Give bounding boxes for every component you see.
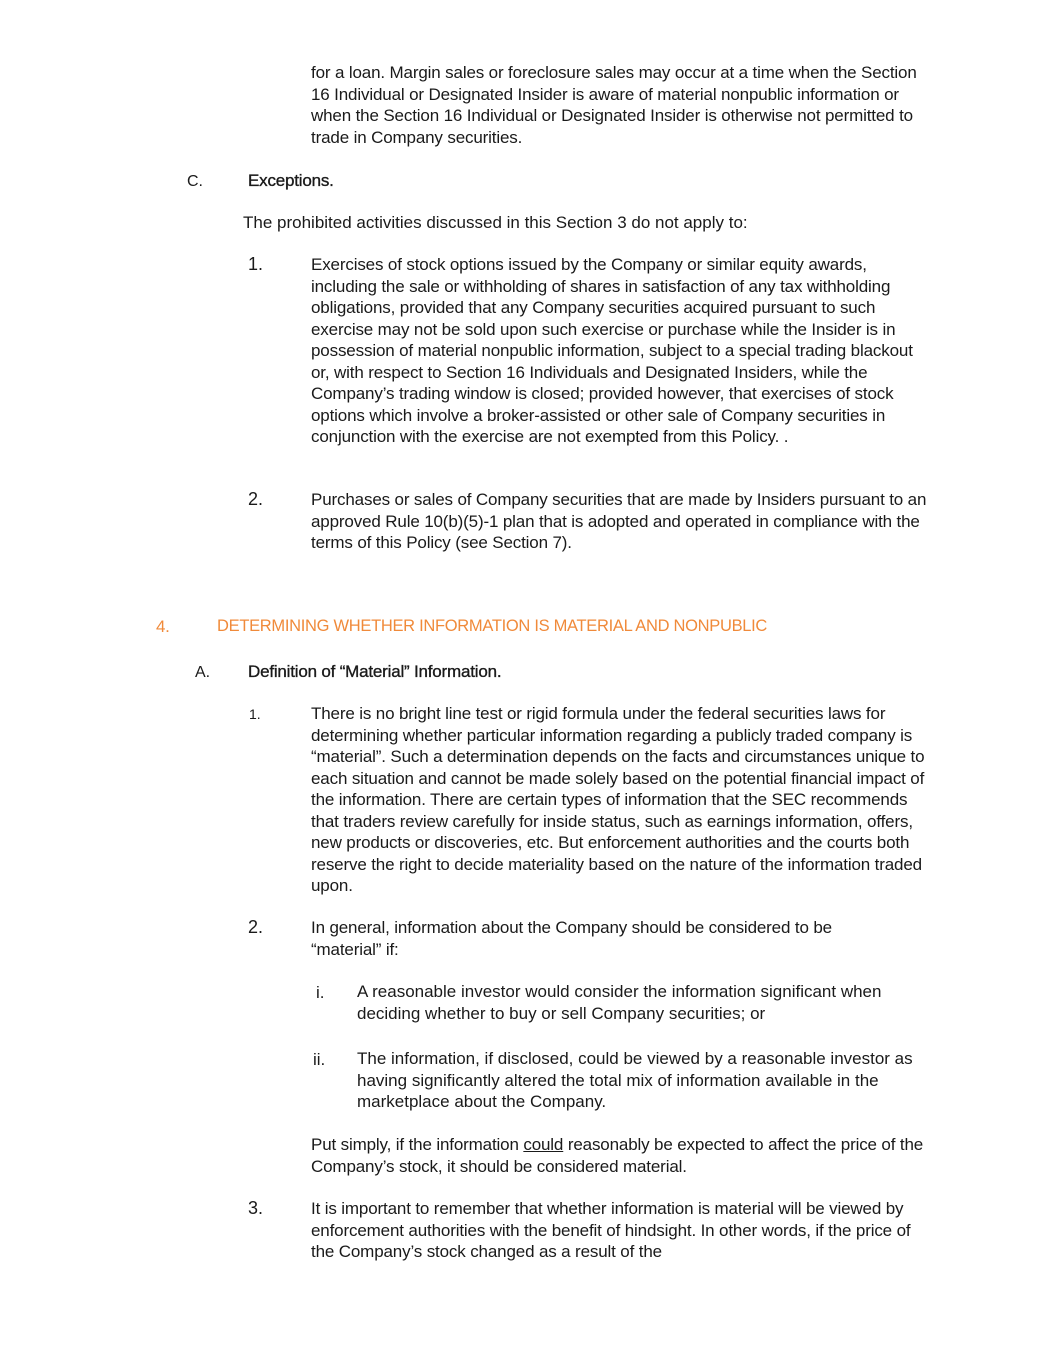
- section-4-number: 4.: [156, 617, 170, 636]
- material-item-2-text: In general, information about the Company should be considered to be “material” if:: [311, 918, 832, 959]
- material-subitem-i-text: A reasonable investor would consider the information significant when deciding whether to buy or sell Company securities; or: [357, 982, 882, 1023]
- section-a-title: Definition of “Material” Information.: [248, 662, 502, 681]
- material-summary-emphasis: could: [523, 1135, 564, 1154]
- material-item-1-number: 1.: [249, 706, 261, 722]
- section-4-title: DETERMINING WHETHER INFORMATION IS MATERIAL AND NONPUBLIC: [217, 617, 768, 635]
- exception-1-number: 1.: [248, 254, 264, 274]
- material-summary: [311, 1134, 933, 1177]
- material-item-2-number: 2.: [248, 917, 264, 937]
- material-subitem-i-numeral: i.: [316, 983, 325, 1002]
- material-subitem-ii-numeral: ii.: [313, 1050, 326, 1069]
- exception-2-text: Purchases or sales of Company securities that are made by Insiders pursuant to an approved Rule 10(b)(5)-1 plan that is adopted and operated in compliance with the terms of this Policy (see Section 7).: [311, 490, 927, 552]
- material-item-1-text: There is no bright line test or rigid formula under the federal securities laws for determining whether particular information regarding a publicly traded company is “material”. Such a determination depends on the facts and circumstances unique to each situation and cannot be made solely based on the potential financial impact of the information. There are certain types of information that the SEC recommends that traders review carefully for inside status, such as earnings information, offers, new products or discoveries, etc. But enforcement authorities and the courts both reserve the right to decide materiality based on the nature of the information traded upon.: [311, 704, 925, 895]
- material-item-3-text: It is important to remember that whether information is material will be viewed by enforcement authorities with the benefit of hindsight. In other words, if the price of the Company’s stock changed as a result of the: [311, 1199, 911, 1261]
- material-summary-end: reasonably be expected to affect the price of the Company’s stock, it should be considered material.: [311, 1135, 924, 1176]
- continuation-paragraph: for a loan. Margin sales or foreclosure sales may occur at a time when the Section 16 Individual or Designated Insider is aware of material nonpublic information or when the Section 16 Individual or Designated Insider is otherwise not permitted to trade in Company securities.: [311, 63, 917, 147]
- material-item-3-number: 3.: [248, 1198, 264, 1218]
- material-subitem-ii-text: The information, if disclosed, could be viewed by a reasonable investor as having significantly altered the total mix of information available in the marketplace about the Company.: [357, 1049, 913, 1111]
- material-summary-start: Put simply, if the information: [311, 1135, 524, 1154]
- exception-2-number: 2.: [248, 489, 264, 509]
- section-c-letter: C.: [187, 173, 203, 190]
- section-c-intro: The prohibited activities discussed in this Section 3 do not apply to:: [243, 213, 748, 232]
- section-c-title: Exceptions.: [248, 171, 334, 190]
- section-a-letter: A.: [195, 664, 211, 681]
- exception-1-text: Exercises of stock options issued by the Company or similar equity awards, including the sale or withholding of shares in satisfaction of any tax withholding obligations, provided that any Company securities acquired pursuant to such exercise may not be sold upon such exercise or purchase while the Insider is in possession of material nonpublic information, subject to a special trading blackout or, with respect to Section 16 Individuals and Designated Insiders, while the Company’s trading window is closed; provided however, that exercises of stock options which involve a broker-assisted or other sale of Company securities in conjunction with the exercise are not exempted from this Policy. .: [311, 255, 913, 446]
